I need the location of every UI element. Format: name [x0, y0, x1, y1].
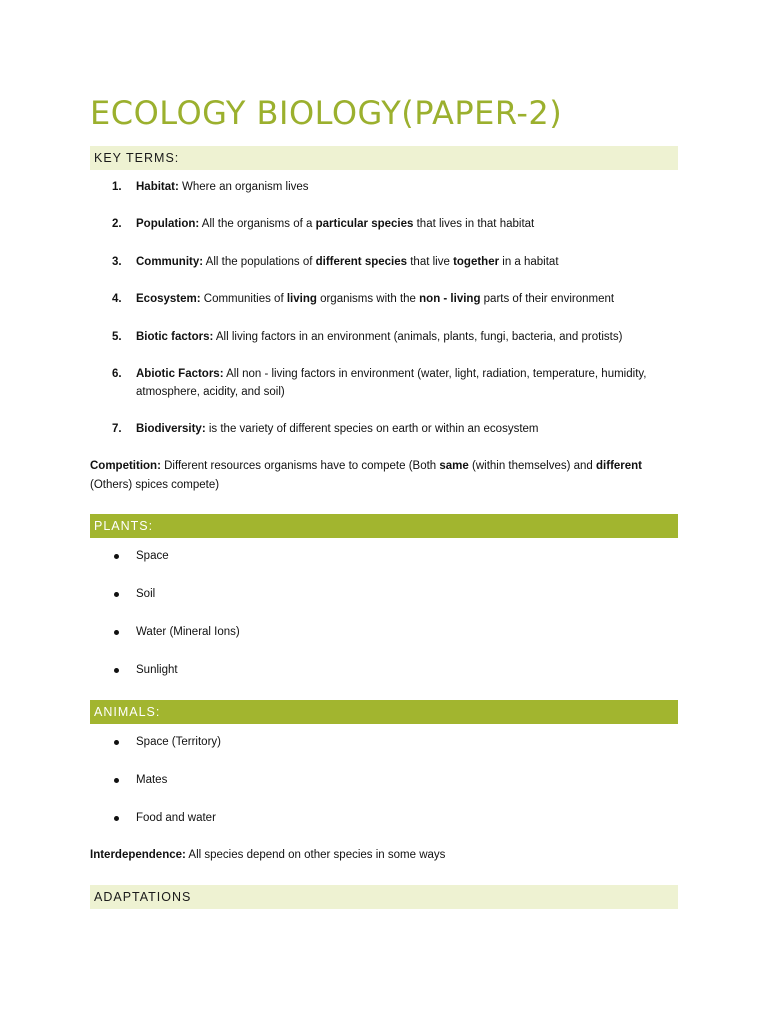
list-number: 2. [112, 218, 122, 230]
text-run: All living factors in an environment (animals, plants, fungi, bacteria, and protists) [213, 331, 623, 343]
bullet-text: Soil [136, 588, 156, 600]
interdependence-paragraph [90, 846, 670, 865]
bullet-text: Water (Mineral Ions) [136, 626, 240, 638]
text-run: All the organisms of a [199, 218, 316, 230]
text-run: All the populations of [203, 256, 316, 268]
competition-paragraph [90, 457, 670, 495]
bullet-text: Food and water [136, 812, 216, 824]
key-terms-heading: KEY TERMS: [90, 146, 678, 170]
text-run: Different resources organisms have to compete (Both [160, 460, 440, 472]
key-term-text [136, 365, 672, 401]
text-run: (within themselves) and [468, 460, 597, 472]
bullet-icon [114, 816, 119, 821]
page-title: ECOLOGY BIOLOGY(PAPER-2) [90, 94, 563, 132]
text-run: parts of their environment [480, 293, 615, 305]
key-term-label: Community: [136, 256, 204, 268]
text-run: (Others) spices compete) [90, 479, 220, 491]
key-term-label: Abiotic Factors: [136, 368, 224, 380]
bullet-text: Space (Territory) [136, 736, 221, 748]
bold-text-run: same [439, 460, 469, 472]
list-number: 4. [112, 293, 122, 305]
key-term-text [136, 178, 672, 196]
key-term-text [136, 253, 672, 271]
bold-text-run: Competition: [90, 460, 161, 472]
text-run: is the variety of different species on earth or within an ecosystem [205, 423, 539, 435]
text-run: All species depend on other species in some ways [185, 849, 446, 861]
bullet-text: Sunlight [136, 664, 178, 676]
key-term-label: Population: [136, 218, 200, 230]
bullet-icon [114, 592, 119, 597]
bold-text-run: different species [315, 256, 408, 268]
key-term-label: Biotic factors: [136, 331, 214, 343]
bullet-icon [114, 554, 119, 559]
bullet-text: Mates [136, 774, 168, 786]
bold-text-run: non - living [419, 293, 481, 305]
text-run: that lives in that habitat [413, 218, 535, 230]
list-number: 5. [112, 331, 122, 343]
text-run: that live [407, 256, 454, 268]
list-number: 3. [112, 256, 122, 268]
key-term-label: Biodiversity: [136, 423, 206, 435]
bold-text-run: different [596, 460, 643, 472]
bullet-icon [114, 778, 119, 783]
bold-text-run: Interdependence: [90, 849, 186, 861]
text-run: Where an organism lives [178, 181, 309, 193]
key-term-text [136, 328, 672, 346]
key-term-label: Habitat: [136, 181, 179, 193]
list-number: 6. [112, 368, 122, 380]
animals-heading: ANIMALS: [90, 700, 678, 724]
key-term-text [136, 290, 672, 308]
list-number: 7. [112, 423, 122, 435]
plants-heading: PLANTS: [90, 514, 678, 538]
bold-text-run: together [453, 256, 500, 268]
bullet-icon [114, 630, 119, 635]
key-term-label: Ecosystem: [136, 293, 201, 305]
text-run: organisms with the [316, 293, 420, 305]
bullet-text: Space [136, 550, 169, 562]
key-term-text [136, 215, 672, 233]
text-run: All non - living factors in environment (water, light, radiation, temperature, humidity, atmosphere, acidity, and soil) [136, 368, 647, 398]
list-number: 1. [112, 181, 122, 193]
bold-text-run: living [286, 293, 317, 305]
key-term-text [136, 420, 672, 438]
adaptations-heading: ADAPTATIONS [90, 885, 678, 909]
bullet-icon [114, 740, 119, 745]
bold-text-run: particular species [315, 218, 414, 230]
text-run: in a habitat [499, 256, 559, 268]
text-run: Communities of [200, 293, 287, 305]
bullet-icon [114, 668, 119, 673]
